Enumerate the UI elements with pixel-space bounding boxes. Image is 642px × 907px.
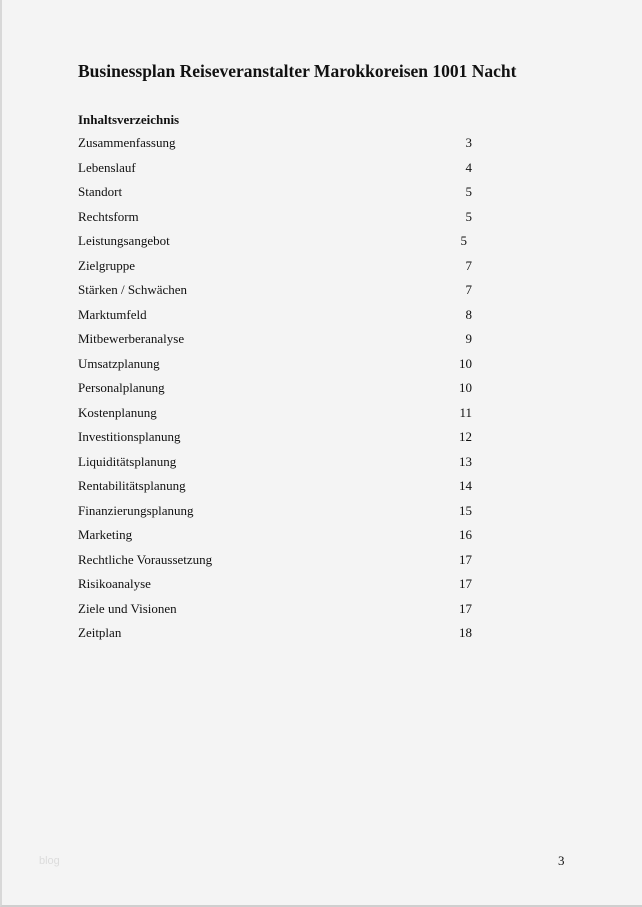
toc-entry [78, 601, 472, 626]
toc-entry-label: Lebenslauf [78, 159, 136, 175]
page-number: 3 [558, 853, 565, 868]
toc-entry [78, 258, 472, 283]
toc-entry-label: Investitionsplanung [78, 429, 181, 444]
toc-entry [78, 184, 472, 209]
toc-entry [78, 625, 472, 650]
toc-entry [78, 527, 472, 552]
toc-entry [78, 356, 472, 381]
toc-entry [78, 135, 472, 160]
toc-entry-page: 4 [465, 159, 472, 175]
toc-entry-page: 12 [459, 429, 472, 444]
toc-entry [78, 380, 472, 405]
toc-entry-page: 17 [459, 551, 472, 567]
toc-entry-label: Rentabilitätsplanung [78, 478, 186, 493]
toc-entry-label: Stärken / Schwächen [78, 282, 188, 297]
toc-entry-page: 9 [465, 331, 472, 346]
toc-entry [78, 405, 472, 430]
toc-entry-page: 10 [459, 355, 472, 371]
toc-entry [78, 209, 472, 234]
toc-entry [78, 454, 472, 479]
toc-entry-page: 5 [460, 233, 467, 248]
toc-entry-label: Risikoanalyse [78, 576, 151, 591]
toc-entry-page: 8 [465, 306, 472, 322]
toc-entry-label: Zeitplan [78, 625, 122, 640]
toc-entry [78, 552, 472, 577]
toc-heading: Inhaltsverzeichnis [78, 112, 180, 127]
toc-entry-page: 17 [459, 576, 472, 591]
toc-entry-label: Umsatzplanung [78, 355, 160, 371]
toc-entry [78, 307, 472, 332]
toc-entry-page: 7 [465, 257, 472, 273]
document-title: Businessplan Reiseveranstalter Marokkoreisen 1001 Nacht [78, 61, 517, 81]
toc-entry-page: 18 [459, 625, 472, 640]
toc-entry [78, 429, 472, 454]
toc-entry-label: Standort [78, 184, 123, 199]
toc-entry [78, 282, 472, 307]
toc-entry-page: 13 [459, 453, 472, 469]
toc-entry-label: Rechtliche Voraussetzung [78, 551, 213, 567]
toc-entry-label: Ziele und Visionen [78, 600, 177, 616]
toc-entry-label: Kostenplanung [78, 404, 157, 420]
toc-entry-label: Marketing [78, 527, 133, 542]
watermark: blog [39, 855, 60, 867]
table-of-contents [78, 135, 472, 650]
toc-entry-label: Liquiditätsplanung [78, 453, 177, 469]
toc-entry [78, 576, 472, 601]
toc-entry-page: 14 [459, 478, 472, 493]
toc-entry-page: 16 [459, 527, 472, 542]
toc-entry-page: 5 [465, 208, 472, 224]
toc-entry-label: Zielgruppe [78, 257, 136, 273]
toc-entry-label: Leistungsangebot [78, 233, 170, 248]
toc-entry-label: Marktumfeld [78, 306, 147, 322]
toc-entry-label: Rechtsform [78, 208, 139, 224]
toc-entry-page: 10 [459, 380, 472, 395]
toc-entry-page: 3 [465, 135, 472, 150]
toc-entry-label: Personalplanung [78, 380, 165, 395]
toc-entry-page: 17 [459, 600, 472, 616]
toc-entry [78, 503, 472, 528]
toc-entry-page: 11 [459, 404, 472, 420]
toc-entry [78, 233, 472, 258]
toc-entry-label: Mitbewerberanalyse [78, 331, 185, 346]
toc-entry-page: 7 [465, 282, 472, 297]
toc-entry-page: 15 [459, 502, 472, 518]
toc-entry [78, 478, 472, 503]
toc-entry-label: Zusammenfassung [78, 135, 176, 150]
toc-entry-label: Finanzierungsplanung [78, 502, 194, 518]
toc-entry [78, 160, 472, 185]
toc-entry [78, 331, 472, 356]
toc-entry-page: 5 [465, 184, 472, 199]
